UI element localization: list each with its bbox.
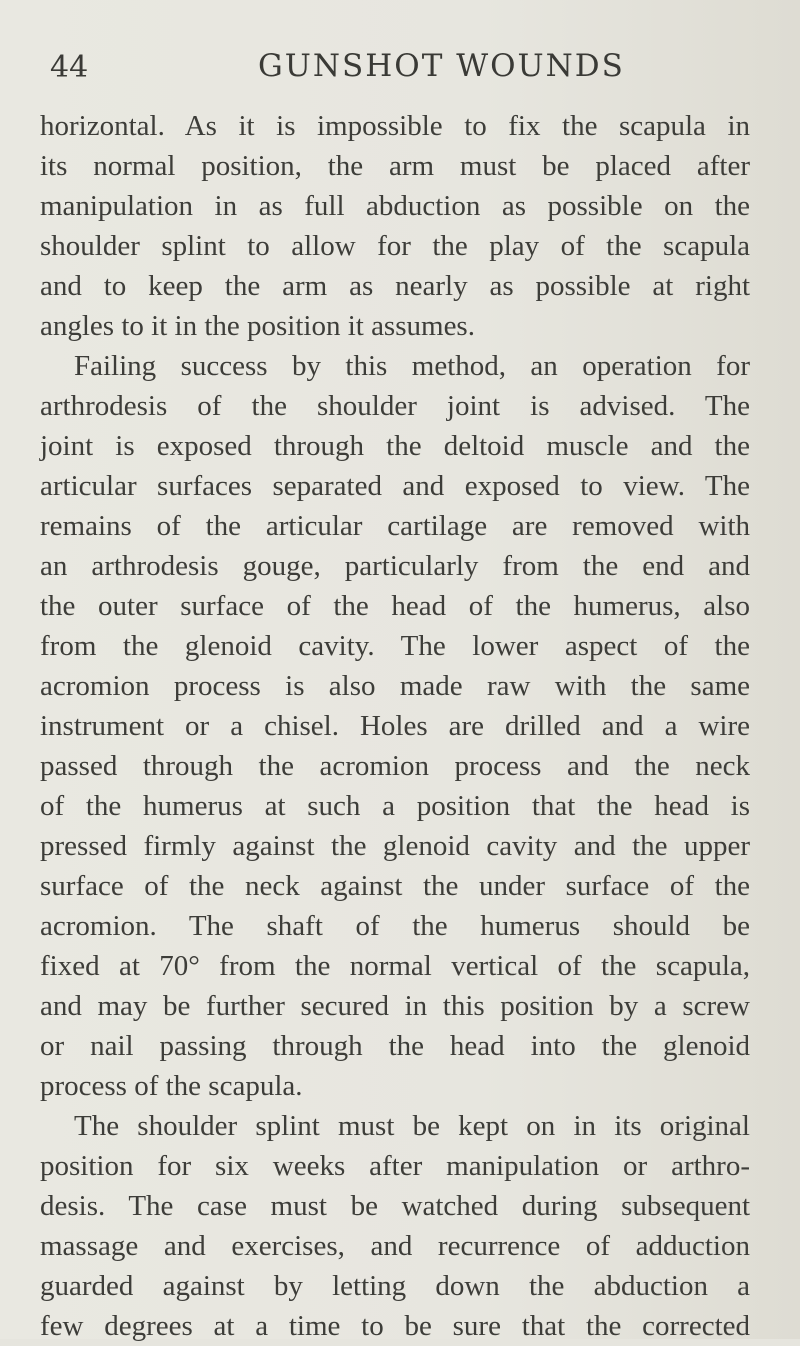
text-line: angles to it in the position it assumes. <box>40 310 475 342</box>
text-line: Failing success by this method, an operation for <box>74 350 750 382</box>
text-line: from the glenoid cavity. The lower aspect of the <box>40 630 750 662</box>
text-line: manipulation in as full abduction as possible on the <box>40 190 750 222</box>
text-line: The shoulder splint must be kept on in its original <box>74 1110 750 1142</box>
text-line: joint is exposed through the deltoid muscle and the <box>40 430 750 462</box>
text-line: shoulder splint to allow for the play of the scapula <box>40 230 750 262</box>
running-title: GUNSHOT WOUNDS <box>258 48 625 84</box>
text-line: and may be further secured in this position by a screw <box>40 990 750 1022</box>
text-line: arthrodesis of the shoulder joint is advised. The <box>40 390 750 422</box>
text-line: its normal position, the arm must be placed after <box>40 150 750 182</box>
text-line: an arthrodesis gouge, particularly from the end and <box>40 550 750 582</box>
paragraph-1 <box>40 106 750 346</box>
paragraph-2 <box>40 346 750 1106</box>
text-line: fixed at 70° from the normal vertical of the scapula, <box>40 950 750 982</box>
text-line: articular surfaces separated and exposed to view. The <box>40 470 750 502</box>
text-line: desis. The case must be watched during subsequent <box>40 1190 750 1222</box>
text-line: surface of the neck against the under surface of the <box>40 870 750 902</box>
body-text <box>40 106 750 1346</box>
page-number: 44 <box>50 50 89 85</box>
text-line: guarded against by letting down the abduction a <box>40 1270 750 1302</box>
text-line: acromion process is also made raw with the same <box>40 670 750 702</box>
text-line: acromion. The shaft of the humerus should be <box>40 910 750 942</box>
text-line: the outer surface of the head of the humerus, also <box>40 590 750 622</box>
running-head <box>50 46 750 90</box>
text-line: horizontal. As it is impossible to fix the scapula in <box>40 110 750 142</box>
text-line: pressed firmly against the glenoid cavity and the upper <box>40 830 750 862</box>
text-line: or nail passing through the head into the glenoid <box>40 1030 750 1062</box>
text-line: massage and exercises, and recurrence of adduction <box>40 1230 750 1262</box>
text-line: remains of the articular cartilage are removed with <box>40 510 750 542</box>
paragraph-3 <box>40 1106 750 1346</box>
text-line: and to keep the arm as nearly as possible at right <box>40 270 750 302</box>
text-line: instrument or a chisel. Holes are drilled and a wire <box>40 710 750 742</box>
text-line: few degrees at a time to be sure that the corrected <box>40 1310 750 1342</box>
text-line: position for six weeks after manipulation or arthro- <box>40 1150 750 1182</box>
text-line: of the humerus at such a position that the head is <box>40 790 750 822</box>
text-line: passed through the acromion process and the neck <box>40 750 750 782</box>
text-line: process of the scapula. <box>40 1070 303 1102</box>
